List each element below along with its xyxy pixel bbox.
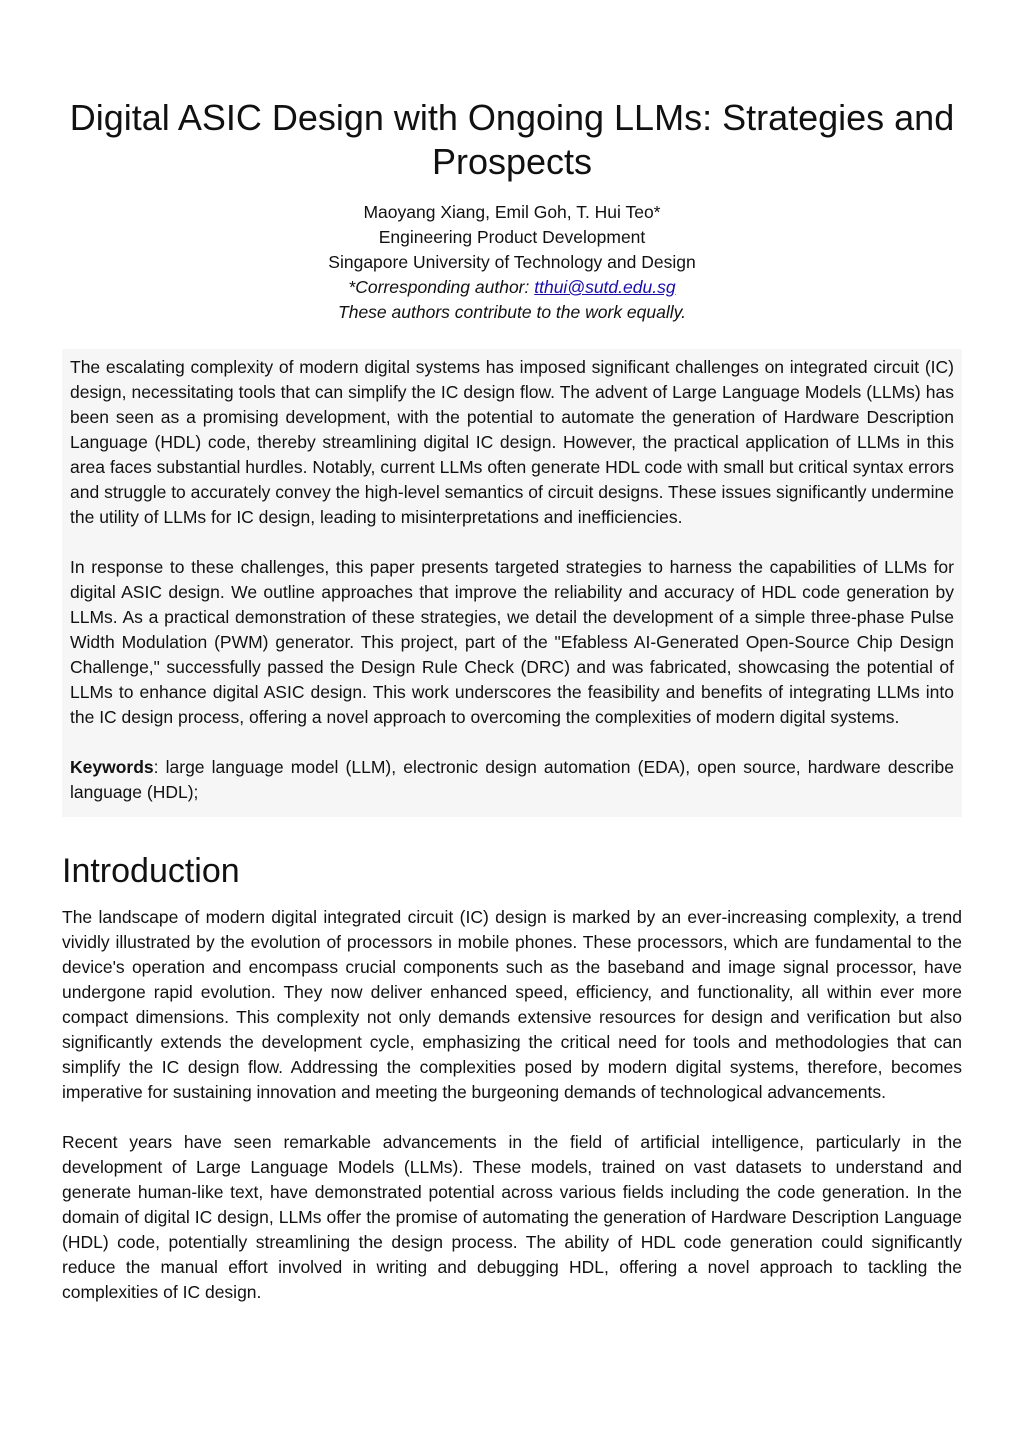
keywords-label: Keywords	[70, 757, 154, 777]
institution: Singapore University of Technology and Design	[328, 252, 696, 272]
abstract-box	[62, 349, 962, 817]
introduction-body	[62, 905, 962, 1305]
corresponding-author	[62, 275, 962, 300]
introduction-paragraph: The landscape of modern digital integrated circuit (IC) design is marked by an ever-increasing complexity, a trend vividly illustrated by the evolution of processors in mobile phones. These processors, which are fundamental to the device's operation and encompass crucial components such as the baseband and image signal processor, have undergone rapid evolution. They now deliver enhanced speed, efficiency, and functionality, all within ever more compact dimensions. This complexity not only demands extensive resources for design and verification but also significantly extends the development cycle, emphasizing the critical need for tools and methodologies that can simplify the IC design flow. Addressing the complexities posed by modern digital systems, therefore, becomes imperative for sustaining innovation and meeting the burgeoning demands of technological advancements.	[62, 907, 962, 1102]
corresponding-email-link[interactable]: tthui@sutd.edu.sg	[534, 277, 676, 297]
author-block	[62, 200, 962, 325]
abstract-paragraph: In response to these challenges, this paper presents targeted strategies to harness the capabilities of LLMs for digital ASIC design. We outline approaches that improve the reliability and accuracy of HDL code generation by LLMs. As a practical demonstration of these strategies, we detail the development of a simple three-phase Pulse Width Modulation (PWM) generator. This project, part of the "Efabless AI-Generated Open-Source Chip Design Challenge," successfully passed the Design Rule Check (DRC) and was fabricated, showcasing the potential of LLMs to enhance digital ASIC design. This work underscores the feasibility and benefits of integrating LLMs into the IC design process, offering a novel approach to overcoming the complexities of modern digital systems.	[70, 557, 954, 727]
keywords	[70, 755, 954, 805]
equal-contribution-note: These authors contribute to the work equally.	[338, 302, 686, 322]
paper-page	[62, 0, 962, 1305]
paper-title: Digital ASIC Design with Ongoing LLMs: Strategies and Prospects	[69, 97, 955, 182]
department: Engineering Product Development	[378, 227, 646, 247]
author-names: Maoyang Xiang, Emil Goh, T. Hui Teo*	[363, 202, 661, 222]
section-heading-introduction: Introduction	[62, 852, 240, 890]
introduction-paragraph: Recent years have seen remarkable advancements in the field of artificial intelligence, particularly in the development of Large Language Models (LLMs). These models, trained on vast datasets to understand and generate human-like text, have demonstrated potential across various fields including the code generation. In the domain of digital IC design, LLMs offer the promise of automating the generation of Hardware Description Language (HDL) code, potentially streamlining the design process. The ability of HDL code generation could significantly reduce the manual effort involved in writing and debugging HDL, offering a novel approach to tackling the complexities of IC design.	[62, 1132, 962, 1302]
corresponding-author-label: *Corresponding author:	[348, 277, 535, 297]
keywords-text: : large language model (LLM), electronic design automation (EDA), open source, hardware describe language (HDL);	[70, 757, 954, 802]
abstract-paragraph: The escalating complexity of modern digital systems has imposed significant challenges on integrated circuit (IC) design, necessitating tools that can simplify the IC design flow. The advent of Large Language Models (LLMs) has been seen as a promising development, with the potential to automate the generation of Hardware Description Language (HDL) code, thereby streamlining digital IC design. However, the practical application of LLMs in this area faces substantial hurdles. Notably, current LLMs often generate HDL code with small but critical syntax errors and struggle to accurately convey the high-level semantics of circuit designs. These issues significantly undermine the utility of LLMs for IC design, leading to misinterpretations and inefficiencies.	[70, 357, 954, 527]
